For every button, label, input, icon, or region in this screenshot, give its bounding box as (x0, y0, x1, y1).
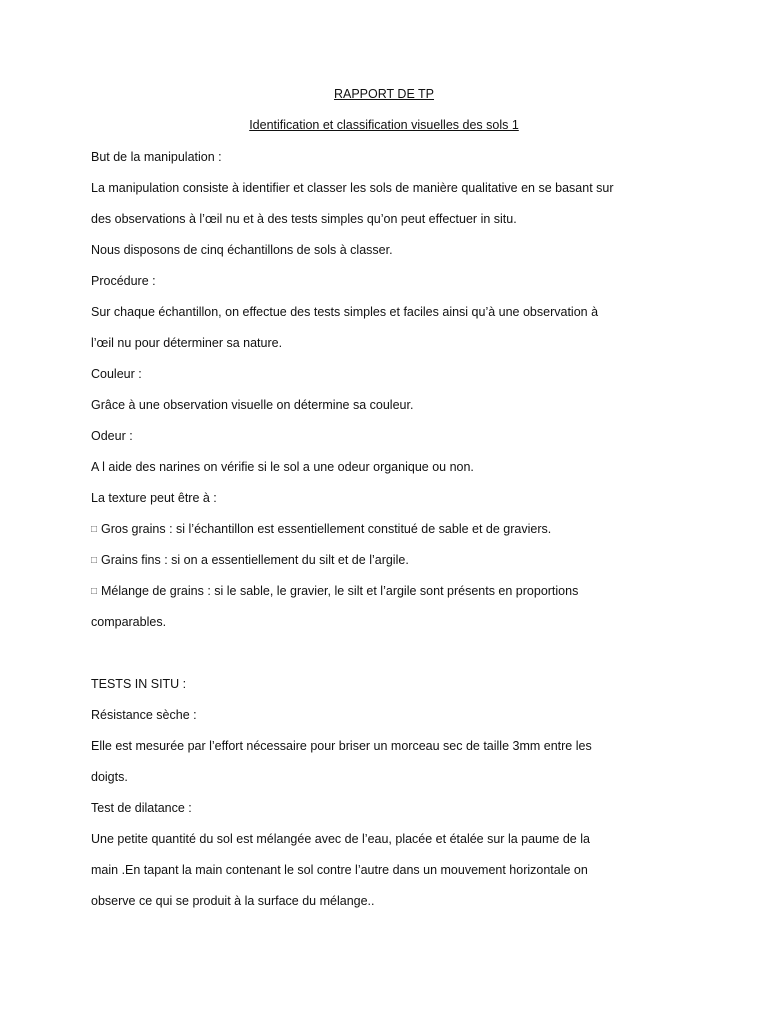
heading-odeur: Odeur : (91, 429, 133, 443)
report-title: RAPPORT DE TP (333, 87, 435, 101)
heading-procedure: Procédure : (91, 274, 156, 288)
bullet-glyph-icon: □ (91, 524, 98, 535)
report-subtitle: Identification et classification visuelles des sols 1 (249, 118, 519, 132)
paragraph-line: l’œil nu pour déterminer sa nature. (91, 336, 283, 350)
list-item (91, 552, 409, 569)
paragraph-line: Nous disposons de cinq échantillons de sols à classer. (91, 243, 393, 257)
heading-texture: La texture peut être à : (91, 491, 217, 505)
paragraph-line: comparables. (91, 615, 167, 629)
paragraph-line: Une petite quantité du sol est mélangée avec de l’eau, placée et étalée sur la paume de la (91, 832, 590, 846)
heading-couleur: Couleur : (91, 367, 142, 381)
paragraph-line: doigts. (91, 770, 128, 784)
paragraph-line: observe ce qui se produit à la surface du mélange.. (91, 894, 375, 908)
heading-but: But de la manipulation : (91, 150, 222, 164)
paragraph-line: La manipulation consiste à identifier et classer les sols de manière qualitative en se basant sur (91, 181, 614, 195)
paragraph-line: des observations à l’œil nu et à des tests simples qu’on peut effectuer in situ. (91, 212, 517, 226)
heading-tests-in-situ: TESTS IN SITU : (91, 677, 187, 691)
heading-resistance-seche: Résistance sèche : (91, 708, 197, 722)
paragraph-line: Grâce à une observation visuelle on détermine sa couleur. (91, 398, 414, 412)
list-item (91, 521, 551, 538)
list-item-text: Gros grains : si l’échantillon est essentiellement constitué de sable et de graviers. (101, 522, 552, 536)
paragraph-line: Elle est mesurée par l’effort nécessaire pour briser un morceau sec de taille 3mm entre les (91, 739, 592, 753)
paragraph-line: main .En tapant la main contenant le sol contre l’autre dans un mouvement horizontale on (91, 863, 588, 877)
bullet-glyph-icon: □ (91, 555, 98, 566)
list-item (91, 583, 578, 600)
paragraph-line: A l aide des narines on vérifie si le sol a une odeur organique ou non. (91, 460, 474, 474)
paragraph-line: Sur chaque échantillon, on effectue des tests simples et faciles ainsi qu’à une observation à (91, 305, 599, 319)
list-item-text: Mélange de grains : si le sable, le gravier, le silt et l’argile sont présents en proportions (101, 584, 579, 598)
bullet-glyph-icon: □ (91, 586, 98, 597)
heading-dilatance: Test de dilatance : (91, 801, 192, 815)
list-item-text: Grains fins : si on a essentiellement du silt et de l’argile. (101, 553, 409, 567)
